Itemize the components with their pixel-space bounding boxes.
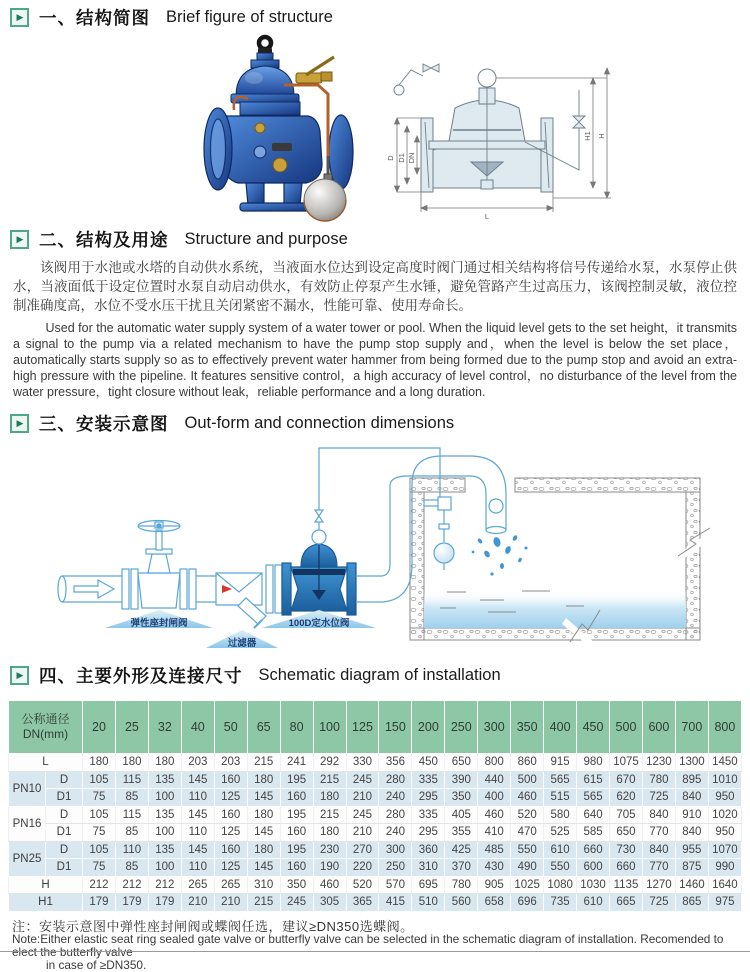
table-cell: 115	[115, 806, 148, 824]
table-cell: 160	[214, 806, 247, 824]
table-cell: 515	[544, 789, 577, 807]
table-cell: 203	[214, 754, 247, 772]
table-cell: 425	[445, 841, 478, 859]
table-cell: 215	[247, 894, 280, 912]
table-cell: 215	[313, 806, 346, 824]
table-cell: 840	[642, 841, 675, 859]
flange-pair	[122, 569, 138, 609]
dim-label-dn: DN	[407, 152, 416, 164]
table-cell: 1460	[675, 876, 708, 894]
dim-label-h1: H1	[583, 131, 592, 141]
table-cell: 910	[675, 806, 708, 824]
component-labels	[105, 610, 376, 649]
table-cell: 450	[412, 754, 445, 772]
table-cell: 840	[642, 806, 675, 824]
purpose-paragraph-en: Used for the automatic water supply system of a water tower or pool. When the liquid level gets to the set height，it transmits a signal to the pump via a related mechanism to have the pump stop supply and，when the level is below the set place，automatically starts supply so as to effectively prevent water hammer from being formed due to the pump stop and avoid an extra-high pressure with the pipeline. It features sensitive control，a high accuracy of level control，no disturbance of the level from the water pressure，tight closure without leak，reliable performance and a long duration.	[13, 321, 737, 399]
table-cell: 370	[445, 859, 478, 877]
table-cell: 85	[115, 789, 148, 807]
purpose-paragraph-zh: 该阀用于水池或水塔的自动供水系统，当液面水位达到设定高度时阀门通过相关结构将信号传递给水泵，水泵停止供水，当液面低于设定位置时水泵自动启动供水，有效防止停泵产生水锤，避免管路产生过高压力，该阀控制灵敏，液位控制准确度高，水位不受水压干扰且关闭紧密不漏水，性能可靠、使用寿命长。	[13, 260, 737, 313]
note-en-line2: in case of ≥DN350.	[46, 958, 147, 972]
table-header-dn-value: 350	[511, 701, 544, 754]
table-cell: 780	[642, 771, 675, 789]
table-cell: 1640	[708, 876, 741, 894]
table-cell: 250	[379, 859, 412, 877]
table-cell: 725	[642, 894, 675, 912]
table-cell: 295	[412, 789, 445, 807]
table-cell: 179	[148, 894, 181, 912]
gate-valve-label: 弹性座封闸阀	[130, 618, 188, 629]
table-cell: 550	[511, 841, 544, 859]
table-cell: 75	[83, 824, 116, 842]
table-cell: 615	[577, 771, 610, 789]
section-2-title-zh: 二、结构及用途	[39, 230, 169, 250]
table-header-dn-value: 800	[708, 701, 741, 754]
y-strainer	[216, 573, 266, 628]
table-cell: 696	[511, 894, 544, 912]
table-cell: 1075	[610, 754, 643, 772]
table-cell: 310	[247, 876, 280, 894]
table-header-dn-value: 450	[577, 701, 610, 754]
table-cell: 241	[280, 754, 313, 772]
table-cell: 365	[346, 894, 379, 912]
table-header-dn-value: 200	[412, 701, 445, 754]
table-cell: 520	[511, 806, 544, 824]
table-cell: 195	[280, 841, 313, 859]
table-cell: 405	[445, 806, 478, 824]
brass-ball-valve-icon	[296, 57, 334, 83]
table-cell: 430	[478, 859, 511, 877]
table-cell: 1300	[675, 754, 708, 772]
table-cell: 360	[412, 841, 445, 859]
table-cell: 1450	[708, 754, 741, 772]
table-cell: 350	[445, 789, 478, 807]
table-cell: 180	[115, 754, 148, 772]
section-3-heading	[10, 411, 454, 436]
table-cell: 356	[379, 754, 412, 772]
dimension-table	[8, 700, 742, 912]
table-cell: 110	[181, 859, 214, 877]
section-2-heading	[10, 227, 348, 252]
table-cell: 725	[642, 789, 675, 807]
table-cell: 160	[280, 859, 313, 877]
table-row-label: D1	[46, 789, 83, 807]
section-marker-icon: ▶	[10, 230, 29, 249]
table-cell: 180	[313, 824, 346, 842]
note-en	[12, 933, 750, 972]
table-cell: 485	[478, 841, 511, 859]
table-cell: 145	[247, 824, 280, 842]
table-cell: 212	[115, 876, 148, 894]
table-header-dn-value: 100	[313, 701, 346, 754]
table-row-label: D	[46, 771, 83, 789]
table-cell: 220	[346, 859, 379, 877]
table-header-dn-value: 32	[148, 701, 181, 754]
table-cell: 145	[247, 789, 280, 807]
table-cell: 990	[708, 859, 741, 877]
table-cell: 955	[675, 841, 708, 859]
table-cell: 600	[577, 859, 610, 877]
table-cell: 585	[577, 824, 610, 842]
table-cell: 670	[610, 771, 643, 789]
table-cell: 115	[115, 771, 148, 789]
table-cell: 160	[280, 824, 313, 842]
valve-dimension-drawing	[383, 30, 641, 224]
table-cell: 280	[379, 806, 412, 824]
table-row	[9, 806, 742, 824]
table-cell: 550	[544, 859, 577, 877]
table-cell: 565	[544, 771, 577, 789]
table-cell: 160	[214, 771, 247, 789]
table-cell: 160	[280, 789, 313, 807]
table-cell: 780	[445, 876, 478, 894]
table-cell: 658	[478, 894, 511, 912]
table-cell: 355	[445, 824, 478, 842]
flange-pair	[266, 565, 282, 613]
table-cell: 350	[280, 876, 313, 894]
table-body	[9, 754, 742, 912]
table-row-label: L	[9, 754, 83, 772]
table-cell: 1135	[610, 876, 643, 894]
note-en-line1: Note:Either elastic seat ring sealed gate valve or butterfly valve can be selected in the schematic diagram of installation. Recomended to elect the butterfly valve	[12, 932, 724, 959]
table-row-label: D	[46, 841, 83, 859]
table-head	[9, 701, 742, 754]
table-cell: 85	[115, 824, 148, 842]
table-cell: 1080	[544, 876, 577, 894]
table-cell: 75	[83, 789, 116, 807]
table-cell: 280	[379, 771, 412, 789]
table-cell: 292	[313, 754, 346, 772]
table-cell: 400	[478, 789, 511, 807]
table-cell: 915	[544, 754, 577, 772]
table-cell: 1270	[642, 876, 675, 894]
table-cell: 1030	[577, 876, 610, 894]
table-cell: 1020	[708, 806, 741, 824]
table-cell: 160	[214, 841, 247, 859]
table-cell: 245	[346, 806, 379, 824]
table-cell: 245	[346, 771, 379, 789]
page-bottom-rule	[0, 951, 750, 952]
table-cell: 1230	[642, 754, 675, 772]
table-cell: 950	[708, 789, 741, 807]
table-cell: 840	[675, 824, 708, 842]
table-cell: 145	[181, 771, 214, 789]
table-cell: 105	[83, 806, 116, 824]
table-cell: 300	[379, 841, 412, 859]
table-cell: 460	[478, 806, 511, 824]
table-cell: 215	[313, 771, 346, 789]
section-1-title-en: Brief figure of structure	[166, 8, 333, 26]
table-cell: 212	[83, 876, 116, 894]
table-cell: 610	[577, 894, 610, 912]
section-3-title-en: Out-form and connection dimensions	[184, 414, 455, 432]
table-cell: 565	[577, 789, 610, 807]
table-cell: 460	[511, 789, 544, 807]
table-cell: 650	[610, 824, 643, 842]
table-row	[9, 771, 742, 789]
table-cell: 660	[610, 859, 643, 877]
valve-product-photo	[188, 32, 378, 228]
table-cell: 145	[181, 841, 214, 859]
filter-label: 过滤器	[227, 638, 257, 649]
table-header-dn-value: 40	[181, 701, 214, 754]
table-cell: 105	[83, 841, 116, 859]
table-group-label: PN16	[9, 806, 46, 841]
section-4-heading	[10, 663, 501, 688]
table-header-dn-value: 500	[610, 701, 643, 754]
table-cell: 265	[181, 876, 214, 894]
table-cell: 270	[346, 841, 379, 859]
table-header-dn-value: 50	[214, 701, 247, 754]
table-cell: 440	[478, 771, 511, 789]
table-cell: 610	[544, 841, 577, 859]
table-cell: 510	[412, 894, 445, 912]
level-control-valve	[282, 530, 356, 615]
gate-valve	[138, 521, 180, 609]
table-cell: 520	[346, 876, 379, 894]
table-header-dn-value: 400	[544, 701, 577, 754]
table-cell: 735	[544, 894, 577, 912]
table-cell: 230	[313, 841, 346, 859]
table-cell: 730	[610, 841, 643, 859]
table-cell: 180	[148, 754, 181, 772]
table-cell: 500	[511, 771, 544, 789]
table-cell: 460	[313, 876, 346, 894]
table-cell: 125	[214, 789, 247, 807]
section-marker-icon: ▶	[10, 8, 29, 27]
tank-float-assembly	[424, 497, 454, 570]
table-cell: 210	[214, 894, 247, 912]
table-row-label: D1	[46, 824, 83, 842]
table-cell: 215	[247, 754, 280, 772]
table-header-dn-value: 20	[83, 701, 116, 754]
table-cell: 180	[247, 806, 280, 824]
table-cell: 650	[445, 754, 478, 772]
table-cell: 210	[181, 894, 214, 912]
table-row	[9, 894, 742, 912]
table-row	[9, 824, 742, 842]
table-cell: 570	[379, 876, 412, 894]
table-cell: 580	[544, 806, 577, 824]
table-cell: 210	[346, 789, 379, 807]
table-cell: 665	[610, 894, 643, 912]
table-cell: 180	[313, 789, 346, 807]
table-cell: 640	[577, 806, 610, 824]
dim-label-d: D	[386, 155, 395, 161]
table-cell: 860	[511, 754, 544, 772]
water-tank	[410, 478, 712, 644]
table-cell: 1070	[708, 841, 741, 859]
section-1-title-zh: 一、结构简图	[39, 8, 150, 28]
table-cell: 240	[379, 824, 412, 842]
table-row	[9, 789, 742, 807]
table-cell: 135	[148, 806, 181, 824]
table-cell: 950	[708, 824, 741, 842]
table-cell: 695	[412, 876, 445, 894]
section-marker-icon: ▶	[10, 414, 29, 433]
table-cell: 335	[412, 771, 445, 789]
table-cell: 660	[577, 841, 610, 859]
table-cell: 245	[280, 894, 313, 912]
table-cell: 840	[675, 789, 708, 807]
table-row	[9, 859, 742, 877]
table-row-label: D1	[46, 859, 83, 877]
table-header-dn-value: 25	[115, 701, 148, 754]
table-cell: 865	[675, 894, 708, 912]
table-row	[9, 841, 742, 859]
table-cell: 875	[675, 859, 708, 877]
table-cell: 180	[83, 754, 116, 772]
table-cell: 105	[83, 771, 116, 789]
table-cell: 560	[445, 894, 478, 912]
table-cell: 525	[544, 824, 577, 842]
table-cell: 305	[313, 894, 346, 912]
dim-label-d1: D1	[397, 153, 406, 163]
section-2-title-en: Structure and purpose	[184, 230, 348, 248]
section-4-title-zh: 四、主要外形及连接尺寸	[39, 666, 243, 686]
table-row-label: H	[9, 876, 83, 894]
table-header-dn-value: 125	[346, 701, 379, 754]
table-cell: 800	[478, 754, 511, 772]
table-cell: 190	[313, 859, 346, 877]
level-valve-label: 100D定水位阀	[288, 618, 350, 629]
table-row-label: D	[46, 806, 83, 824]
table-cell: 705	[610, 806, 643, 824]
table-cell: 620	[610, 789, 643, 807]
table-row-label: H1	[9, 894, 83, 912]
table-cell: 470	[511, 824, 544, 842]
table-cell: 125	[214, 859, 247, 877]
water	[424, 590, 686, 628]
table-cell: 85	[115, 859, 148, 877]
table-cell: 1010	[708, 771, 741, 789]
table-cell: 770	[642, 824, 675, 842]
table-cell: 75	[83, 859, 116, 877]
table-cell: 975	[708, 894, 741, 912]
table-cell: 110	[181, 789, 214, 807]
table-cell: 203	[181, 754, 214, 772]
table-cell: 490	[511, 859, 544, 877]
splash-droplets	[472, 534, 528, 575]
table-header-dn-value: 300	[478, 701, 511, 754]
table-row	[9, 754, 742, 772]
section-marker-icon: ▶	[10, 666, 29, 685]
table-cell: 895	[675, 771, 708, 789]
table-cell: 179	[83, 894, 116, 912]
table-row	[9, 876, 742, 894]
table-cell: 295	[412, 824, 445, 842]
table-cell: 212	[148, 876, 181, 894]
table-cell: 135	[148, 841, 181, 859]
table-cell: 905	[478, 876, 511, 894]
table-cell: 390	[445, 771, 478, 789]
table-cell: 125	[214, 824, 247, 842]
table-cell: 180	[247, 771, 280, 789]
dim-label-h: H	[597, 133, 606, 139]
table-cell: 330	[346, 754, 379, 772]
table-cell: 135	[148, 771, 181, 789]
table-cell: 1025	[511, 876, 544, 894]
table-header-dn-value: 150	[379, 701, 412, 754]
table-header-dn-value: 700	[675, 701, 708, 754]
table-cell: 180	[247, 841, 280, 859]
table-header-dn-value: 600	[642, 701, 675, 754]
table-cell: 100	[148, 859, 181, 877]
table-header-dn-label: 公称通径 DN(mm)	[9, 701, 83, 754]
table-cell: 410	[478, 824, 511, 842]
table-group-label: PN25	[9, 841, 46, 876]
table-cell: 110	[115, 841, 148, 859]
table-cell: 100	[148, 789, 181, 807]
flange-pair	[180, 569, 196, 609]
table-cell: 100	[148, 824, 181, 842]
table-cell: 240	[379, 789, 412, 807]
table-cell: 310	[412, 859, 445, 877]
section-3-title-zh: 三、安装示意图	[39, 414, 169, 434]
table-cell: 980	[577, 754, 610, 772]
table-header-dn-value: 65	[247, 701, 280, 754]
flow-arrow-icon	[74, 580, 114, 598]
table-cell: 210	[346, 824, 379, 842]
note-zh: 注：安装示意图中弹性座封闸阀或蝶阀任选，建议≥DN350选蝶阀。	[12, 919, 414, 934]
inlet-pipe	[58, 576, 122, 602]
lifting-ring-icon	[258, 37, 272, 54]
table-cell: 265	[214, 876, 247, 894]
table-cell: 145	[181, 806, 214, 824]
table-cell: 145	[247, 859, 280, 877]
table-group-label: PN10	[9, 771, 46, 806]
table-header-dn-value: 250	[445, 701, 478, 754]
table-cell: 195	[280, 806, 313, 824]
table-cell: 179	[115, 894, 148, 912]
dim-label-l: L	[484, 212, 490, 221]
installation-diagram	[10, 442, 740, 660]
table-cell: 195	[280, 771, 313, 789]
section-1-heading	[10, 5, 333, 30]
table-cell: 770	[642, 859, 675, 877]
section-4-title-en: Schematic diagram of installation	[258, 666, 501, 684]
table-cell: 110	[181, 824, 214, 842]
table-header-dn-value: 80	[280, 701, 313, 754]
table-cell: 415	[379, 894, 412, 912]
table-cell: 335	[412, 806, 445, 824]
